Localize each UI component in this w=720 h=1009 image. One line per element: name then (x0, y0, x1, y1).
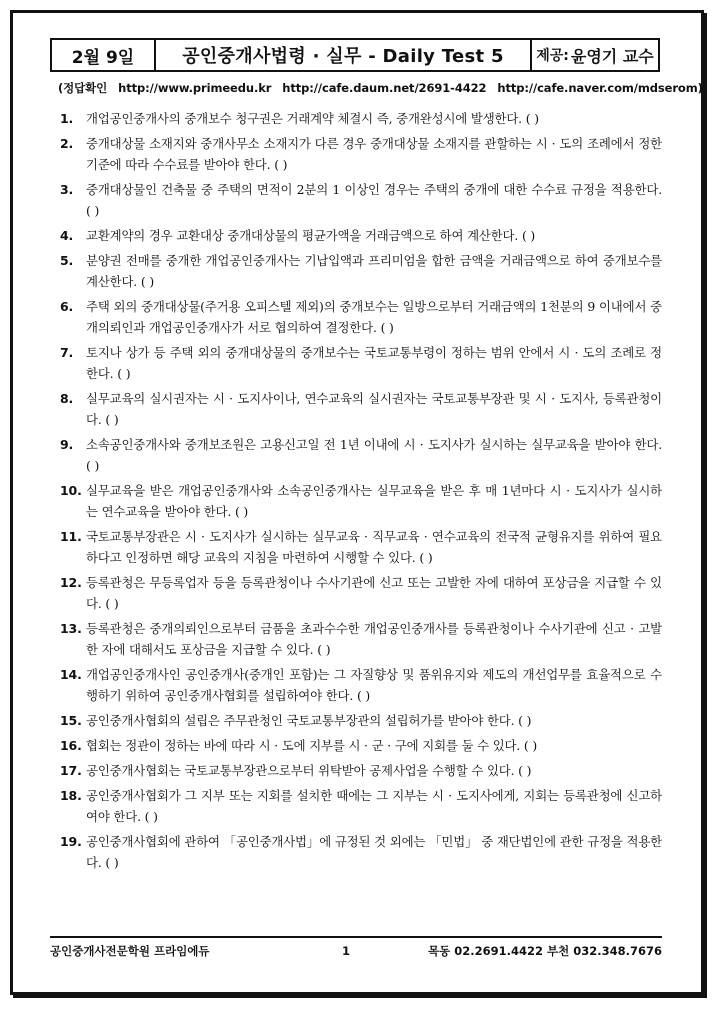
question-text: 분양권 전매를 중개한 개업공인중개사는 기납입액과 프리미엄을 합한 금액을 거래금액으로 하여 중개보수를 계산한다. ( ) (86, 253, 662, 289)
question-item (60, 388, 662, 430)
question-number: 4. (60, 228, 74, 243)
question-text: 실무교육의 실시권자는 시 · 도지사이나, 연수교육의 실시권자는 국토교통부장관 및 시 · 도지사, 등록관청이다. ( ) (86, 391, 662, 427)
question-number: 16. (60, 738, 82, 753)
question-number: 1. (60, 111, 74, 126)
question-item (60, 480, 662, 522)
test-header (50, 38, 660, 72)
question-number: 10. (60, 483, 82, 498)
question-text: 공인중개사협회가 그 지부 또는 지회를 설치한 때에는 그 지부는 시 · 도지사에게, 지회는 등록관청에 신고하여야 한다. ( ) (86, 788, 662, 824)
link-daum-cafe[interactable]: http://cafe.daum.net/2691-4422 (282, 81, 487, 95)
question-item (60, 785, 662, 827)
link-naver-cafe[interactable]: http://cafe.naver.com/mdserom) (497, 81, 703, 95)
question-item (60, 618, 662, 660)
question-text: 개업공인중개사의 중개보수 청구권은 거래계약 체결시 즉, 중개완성시에 발생한다. ( ) (86, 111, 539, 126)
question-text: 중개대상물인 건축물 중 주택의 면적이 2분의 1 이상인 경우는 주택의 중개에 대한 수수료 규정을 적용한다. ( ) (86, 182, 662, 218)
question-number: 2. (60, 136, 74, 151)
question-item (60, 526, 662, 568)
author-box (530, 40, 658, 70)
question-item (60, 735, 662, 756)
question-number: 19. (60, 834, 82, 849)
links-label: (정답확인 (58, 81, 108, 95)
author-label: 제공: (536, 48, 569, 64)
question-number: 5. (60, 253, 74, 268)
test-date: 2월 9일 (52, 40, 156, 70)
question-item (60, 760, 662, 781)
question-number: 17. (60, 763, 82, 778)
author-name: 윤영기 교수 (570, 46, 654, 66)
question-number: 6. (60, 299, 74, 314)
question-number: 9. (60, 437, 74, 452)
question-number: 18. (60, 788, 82, 803)
question-text: 실무교육을 받은 개업공인중개사와 소속공인중개사는 실무교육을 받은 후 매 1년마다 시 · 도지사가 실시하는 연수교육을 받아야 한다. ( ) (86, 483, 662, 519)
question-text: 교환계약의 경우 교환대상 중개대상물의 평균가액을 거래금액으로 하여 계산한다. ( ) (86, 228, 536, 243)
question-text: 토지나 상가 등 주택 외의 중개대상물의 중개보수는 국토교통부령이 정하는 범위 안에서 시 · 도의 조례로 정한다. ( ) (86, 345, 662, 381)
question-text: 공인중개사협회는 국토교통부장관으로부터 위탁받아 공제사업을 수행할 수 있다. ( ) (86, 763, 532, 778)
question-list (60, 108, 662, 877)
page-footer (50, 936, 662, 959)
question-text: 등록관청은 중개의뢰인으로부터 금품을 초과수수한 개업공인중개사를 등록관청이나 수사기관에 신고 · 고발한 자에 대해서도 포상금을 지급할 수 있다. ( ) (86, 621, 662, 657)
question-item (60, 342, 662, 384)
answer-links (58, 80, 703, 96)
question-item (60, 434, 662, 476)
question-text: 공인중개사협회의 설립은 주무관청인 국토교통부장관의 설립허가를 받아야 한다. ( ) (86, 713, 532, 728)
question-item (60, 225, 662, 246)
question-text: 등록관청은 무등록업자 등을 등록관청이나 수사기관에 신고 또는 고발한 자에 대하여 포상금을 지급할 수 있다. ( ) (86, 575, 662, 611)
question-number: 11. (60, 529, 82, 544)
question-text: 주택 외의 중개대상물(주거용 오피스텔 제외)의 중개보수는 일방으로부터 거래금액의 1천분의 9 이내에서 중개의뢰인과 개업공인중개사가 서로 협의하여 결정한다. ( ) (86, 299, 662, 335)
question-item (60, 108, 662, 129)
question-text: 개업공인중개사인 공인중개사(중개인 포함)는 그 자질향상 및 품위유지와 제도의 개선업무를 효율적으로 수행하기 위하여 공인중개사협회를 설립하여야 한다. ( ) (86, 667, 662, 703)
footer-contacts: 목동 02.2691.4422 부천 032.348.7676 (428, 944, 662, 958)
question-item (60, 133, 662, 175)
test-title: 공인중개사법령 · 실무 - Daily Test 5 (182, 46, 504, 67)
question-text: 국토교통부장관은 시 · 도지사가 실시하는 실무교육 · 직무교육 · 연수교육의 전국적 균형유지를 위하여 필요하다고 인정하면 해당 교육의 지침을 마련하여 시행할 수 있다. ( ) (86, 529, 662, 565)
question-text: 공인중개사협회에 관하여 「공인중개사법」에 규정된 것 외에는 「민법」 중 재단법인에 관한 규정을 적용한다. ( ) (86, 834, 662, 870)
question-text: 소속공인중개사와 중개보조원은 고용신고일 전 1년 이내에 시 · 도지사가 실시하는 실무교육을 받아야 한다. ( ) (86, 437, 662, 473)
question-item (60, 664, 662, 706)
question-item (60, 831, 662, 873)
question-number: 12. (60, 575, 82, 590)
question-number: 8. (60, 391, 74, 406)
question-item (60, 179, 662, 221)
question-text: 협회는 정관이 정하는 바에 따라 시 · 도에 지부를 시 · 군 · 구에 지회를 둘 수 있다. ( ) (86, 738, 538, 753)
question-item (60, 296, 662, 338)
question-number: 15. (60, 713, 82, 728)
question-number: 3. (60, 182, 74, 197)
question-text: 중개대상물 소재지와 중개사무소 소재지가 다른 경우 중개대상물 소재지를 관할하는 시 · 도의 조례에서 정한 기준에 따라 수수료를 받아야 한다. ( ) (86, 136, 662, 172)
question-number: 7. (60, 345, 74, 360)
question-item (60, 250, 662, 292)
question-item (60, 572, 662, 614)
question-number: 14. (60, 667, 82, 682)
question-number: 13. (60, 621, 82, 636)
question-item (60, 710, 662, 731)
footer-academy: 공인중개사전문학원 프라임에듀 (50, 944, 210, 958)
link-primeedu[interactable]: http://www.primeedu.kr (118, 81, 272, 95)
page-number: 1 (341, 944, 350, 958)
